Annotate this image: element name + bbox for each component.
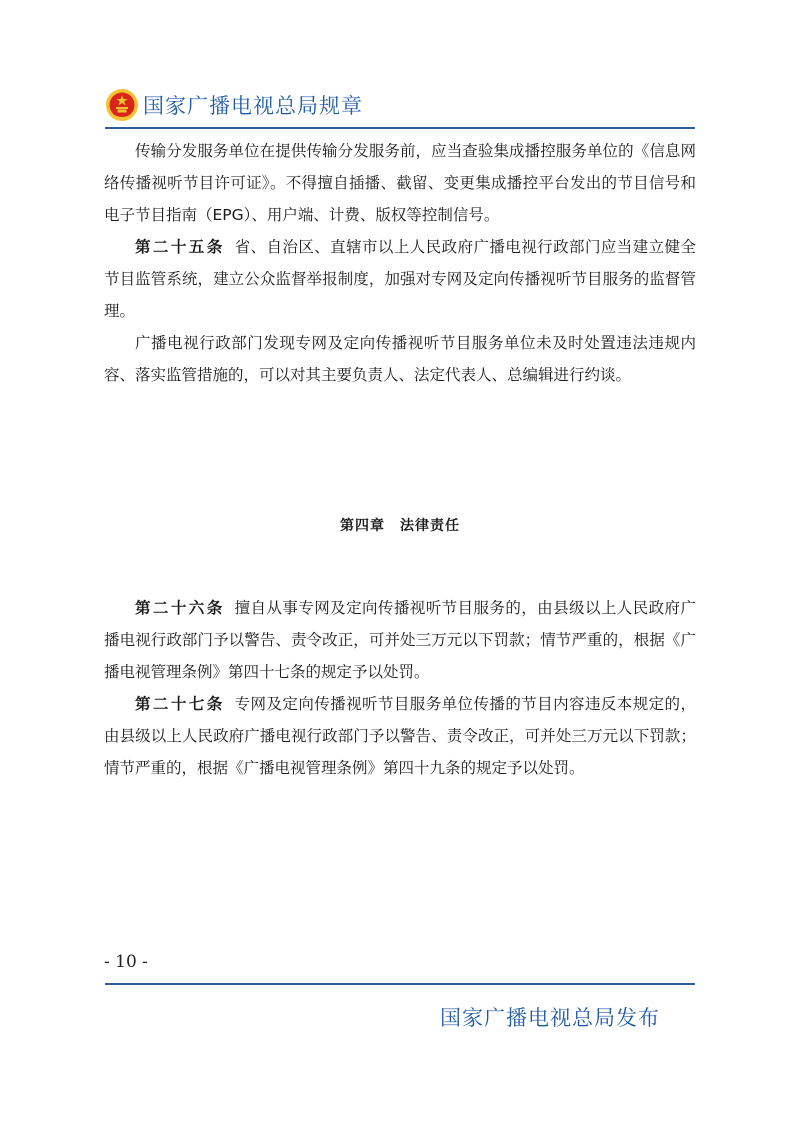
paragraph-text: 省、自治区、直辖市以上人民政府广播电视行政部门应当建立健全节目监管系统，建立公众监督举报制度，加强对专网及定向传播视听节目服务的监督管理。 <box>104 238 696 320</box>
paragraph-text: 广播电视行政部门发现专网及定向传播视听节目服务单位未及时处置违法违规内容、落实监管措施的，可以对其主要负责人、法定代表人、总编辑进行约谈。 <box>104 334 696 384</box>
chapter-title: 第四章 法律责任 <box>340 518 460 534</box>
paragraph <box>104 231 696 327</box>
paragraph <box>104 135 696 231</box>
paragraph <box>104 688 696 784</box>
paragraph-text: 专网及定向传播视听节目服务单位传播的节目内容违反本规定的，由县级以上人民政府广播电视行政部门予以警告、责令改正，可并处三万元以下罚款；情节严重的，根据《广播电视管理条例》第四十九条的规定予以处罚。 <box>104 695 696 777</box>
page-header <box>105 86 695 126</box>
article-number: 第二十七条 <box>135 695 225 713</box>
page-number: - 10 - <box>104 952 148 972</box>
paragraph-text: 传输分发服务单位在提供传输分发服务前，应当查验集成播控服务单位的《信息网络传播视听节目许可证》。不得擅自插播、截留、变更集成播控平台发出的节目信号和电子节目指南（EPG）、用户端、计费、版权等控制信号。 <box>104 142 696 224</box>
paragraph-text: 擅自从事专网及定向传播视听节目服务的，由县级以上人民政府广播电视行政部门予以警告、责令改正，可并处三万元以下罚款；情节严重的，根据《广播电视管理条例》第四十七条的规定予以处罚。 <box>104 599 696 681</box>
article-number: 第二十六条 <box>135 599 225 617</box>
paragraph <box>104 592 696 688</box>
header-title: 国家广播电视总局规章 <box>143 94 363 118</box>
body-top <box>104 135 696 391</box>
national-emblem-icon <box>105 88 139 122</box>
body-bottom <box>104 592 696 784</box>
paragraph <box>104 327 696 391</box>
article-number: 第二十五条 <box>135 238 225 256</box>
header-divider <box>105 127 695 129</box>
footer-divider <box>105 983 695 985</box>
footer-publisher: 国家广播电视总局发布 <box>440 1006 660 1030</box>
